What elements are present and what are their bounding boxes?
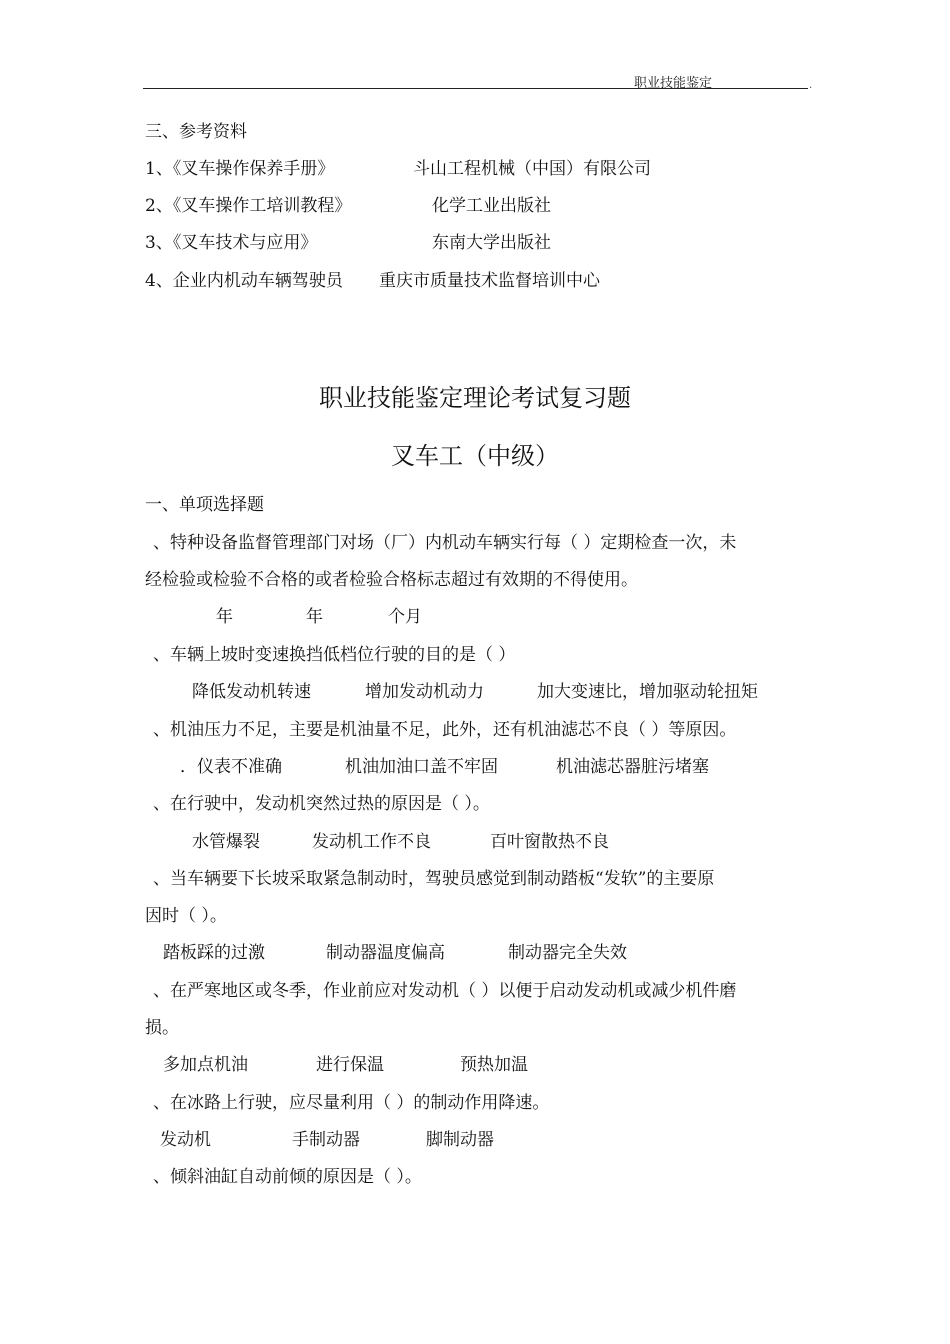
reference-3-publisher: 东南大学出版社	[432, 233, 551, 253]
question-4-option-a: 水管爆裂	[192, 832, 260, 852]
question-6-option-c: 预热加温	[460, 1055, 528, 1075]
question-1-line-1: 、特种设备监督管理部门对场（厂）内机动车辆实行每（ ）定期检查一次，未	[153, 533, 737, 553]
question-5-option-b: 制动器温度偏高	[326, 943, 445, 963]
reference-1-title: 1、《叉车操作保养手册》	[145, 159, 335, 179]
question-2-option-b: 增加发动机动力	[365, 682, 484, 702]
question-4-option-c: 百叶窗散热不良	[490, 832, 609, 852]
reference-2-publisher: 化学工业出版社	[432, 196, 551, 216]
question-5-option-a: 踏板踩的过激	[163, 943, 265, 963]
question-6-line-1: 、在严寒地区或冬季，作业前应对发动机（ ）以便于启动发动机或减少机件磨	[153, 981, 737, 1001]
header-mark: .	[809, 80, 813, 91]
question-5-line-2: 因时（ ）。	[145, 906, 227, 926]
header-rule	[143, 88, 808, 89]
exam-title: 职业技能鉴定理论考试复习题	[319, 384, 631, 412]
question-6-line-2: 损。	[145, 1018, 179, 1038]
reference-4-publisher: 重庆市质量技术监督培训中心	[379, 271, 600, 291]
reference-2-title: 2、《叉车操作工培训教程》	[145, 196, 352, 216]
question-7-option-c: 脚制动器	[426, 1130, 494, 1150]
question-3-line-1: 、机油压力不足，主要是机油量不足，此外，还有机油滤芯不良（ ）等原因。	[153, 720, 737, 740]
question-1-option-a: 年	[216, 607, 233, 627]
question-5-option-c: 制动器完全失效	[508, 943, 627, 963]
question-2-line-1: 、车辆上坡时变速换挡低档位行驶的目的是（ ）	[153, 645, 516, 665]
question-4-line-1: 、在行驶中，发动机突然过热的原因是（ ）。	[153, 794, 490, 814]
question-8-line-1: 、倾斜油缸自动前倾的原因是（ ）。	[153, 1167, 422, 1187]
question-7-option-b: 手制动器	[292, 1130, 360, 1150]
reference-3-title: 3、《叉车技术与应用》	[145, 233, 318, 253]
question-5-line-1: 、当车辆要下长坡采取紧急制动时，驾驶员感觉到制动踏板“发软”的主要原	[153, 869, 715, 889]
references-heading: 三、参考资料	[145, 122, 247, 142]
question-1-line-2: 经检验或检验不合格的或者检验合格标志超过有效期的不得使用。	[145, 570, 638, 590]
question-6-option-a: 多加点机油	[163, 1055, 248, 1075]
question-3-option-c: 机油滤芯器脏污堵塞	[556, 757, 709, 777]
exam-subtitle: 叉车工（中级）	[391, 442, 559, 470]
question-4-option-b: 发动机工作不良	[312, 832, 431, 852]
reference-4-title: 4、企业内机动车辆驾驶员	[145, 271, 343, 291]
question-3-option-a: ．仪表不准确	[180, 757, 282, 777]
question-7-option-a: 发动机	[160, 1130, 211, 1150]
running-header: 职业技能鉴定	[634, 76, 713, 91]
question-6-option-b: 进行保温	[316, 1055, 384, 1075]
question-1-option-c: 个月	[388, 607, 422, 627]
reference-1-publisher: 斗山工程机械（中国）有限公司	[413, 159, 651, 179]
question-7-line-1: 、在冰路上行驶，应尽量利用（ ）的制动作用降速。	[153, 1093, 550, 1113]
question-3-option-b: 机油加油口盖不牢固	[345, 757, 498, 777]
question-2-option-c: 加大变速比，增加驱动轮扭矩	[537, 682, 758, 702]
question-2-option-a: 降低发动机转速	[192, 682, 311, 702]
question-1-option-b: 年	[306, 607, 323, 627]
section-heading: 一、单项选择题	[145, 495, 264, 515]
